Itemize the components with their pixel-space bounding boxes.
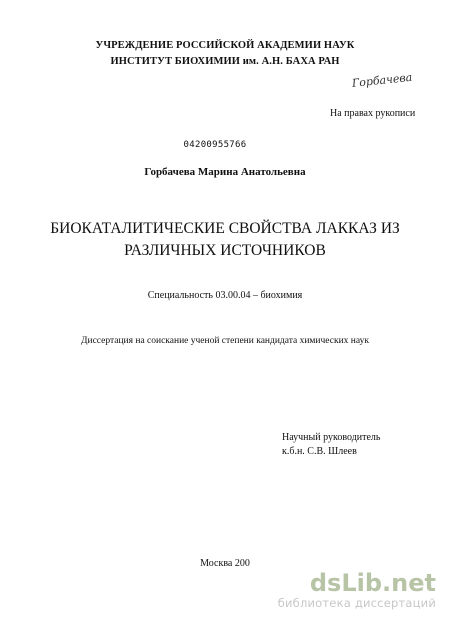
title-line-1: БИОКАТАЛИТИЧЕСКИЕ СВОЙСТВА ЛАККАЗ ИЗ [50, 220, 400, 237]
institution-line-2: ИНСТИТУТ БИОХИМИИ им. А.Н. БАХА РАН [110, 56, 340, 67]
city-year: Москва 200 [200, 558, 250, 569]
dissertation-title [0, 218, 450, 262]
dissertation-degree-line: Диссертация на соискание ученой степени кандидата химических наук [81, 336, 369, 346]
title-line-2: РАЗЛИЧНЫХ ИСТОЧНИКОВ [124, 242, 326, 259]
handwritten-signature: Горбачева [351, 70, 413, 90]
supervisor-label: Научный руководитель [282, 432, 381, 443]
specialty-line: Специальность 03.00.04 – биохимия [147, 290, 303, 301]
supervisor-name: к.б.н. С.В. Шлеев [282, 446, 357, 457]
watermark-logo [278, 570, 436, 610]
watermark-subtitle: библиотека диссертаций [277, 596, 436, 610]
catalog-number: 04200955766 [183, 140, 247, 150]
manuscript-rights-label: На правах рукописи [330, 108, 416, 119]
watermark-brand: dsLib.net [309, 569, 436, 597]
institution-line-1: УЧРЕЖДЕНИЕ РОССИЙСКОЙ АКАДЕМИИ НАУК [95, 40, 355, 51]
author-name: Горбачева Марина Анатольевна [144, 166, 306, 178]
